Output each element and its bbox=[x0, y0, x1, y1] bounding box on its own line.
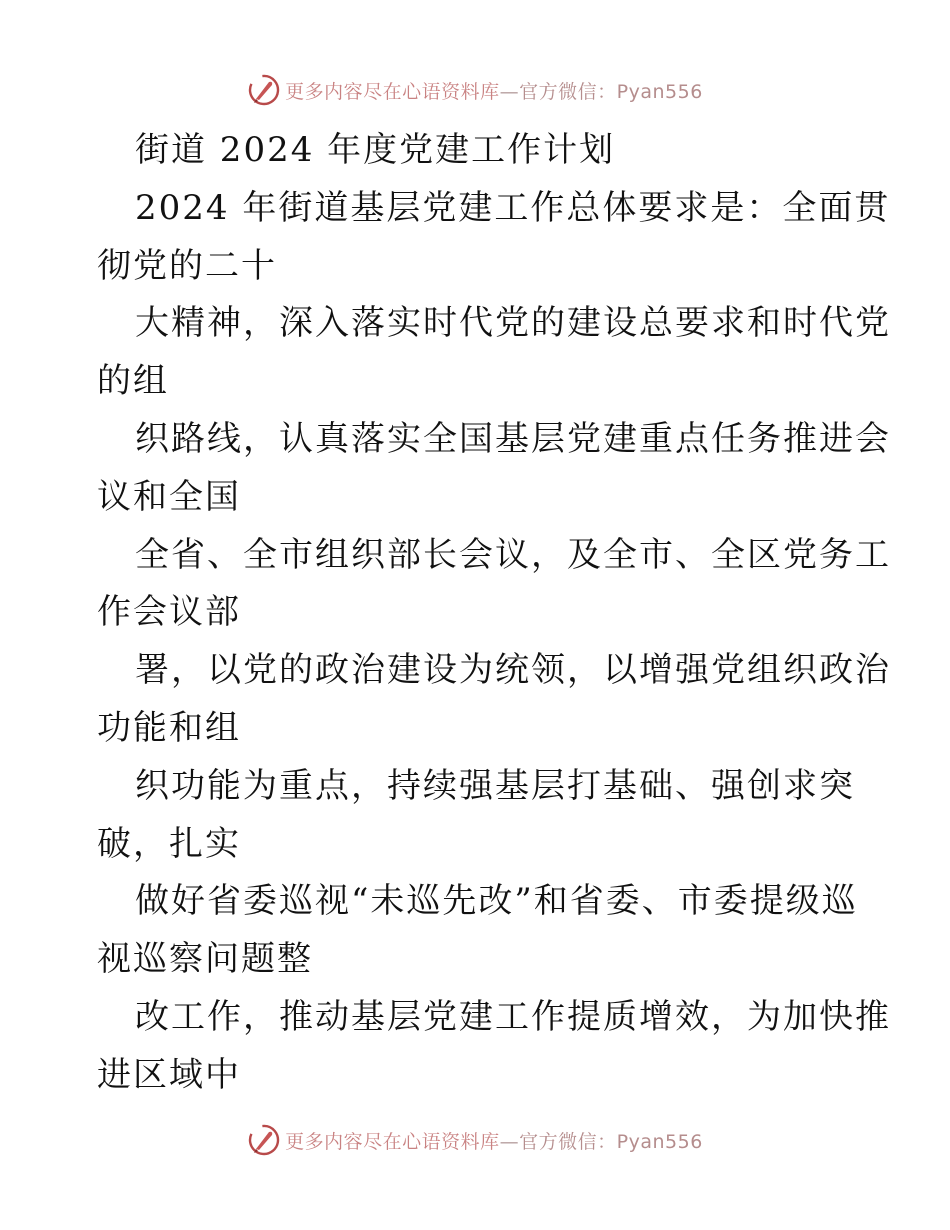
document-line: 破，扎实 bbox=[97, 823, 241, 864]
footer-banner-side-text: 官方微信：Pyan556 bbox=[519, 1130, 703, 1153]
document-line: 织功能为重点，持续强基层打基础、强创求突 bbox=[135, 765, 855, 806]
document-line: 织路线，认真落实全国基层党建重点任务推进会 bbox=[135, 418, 891, 459]
document-title: 街道 2024 年度党建工作计划 bbox=[135, 130, 616, 170]
document-line: 全省、全市组织部长会议，及全市、全区党务工 bbox=[135, 534, 891, 575]
document-line: 做好省委巡视“未巡先改”和省委、市委提级巡 bbox=[135, 881, 858, 922]
document-line: 改工作，推动基层党建工作提质增效，为加快推 bbox=[135, 996, 891, 1037]
document-line: 大精神，深入落实时代党的建设总要求和时代党 bbox=[135, 303, 891, 344]
header-banner-main-text: 更多内容尽在心语资料库 bbox=[285, 80, 500, 103]
quill-pen-logo-icon bbox=[247, 73, 281, 107]
footer-banner-main-text: 更多内容尽在心语资料库 bbox=[285, 1130, 500, 1153]
document-body bbox=[0, 122, 950, 1105]
document-line: 2024 年街道基层党建工作总体要求是：全面贯 bbox=[135, 187, 891, 228]
footer-banner-separator: — bbox=[499, 1130, 520, 1153]
document-line: 进区域中 bbox=[97, 1054, 241, 1095]
quill-pen-logo-icon bbox=[247, 1123, 281, 1157]
document-line: 视巡察问题整 bbox=[97, 939, 313, 980]
footer-watermark-banner bbox=[0, 1120, 950, 1160]
header-watermark-banner bbox=[0, 70, 950, 110]
document-line: 作会议部 bbox=[97, 592, 241, 633]
document-line: 的组 bbox=[97, 361, 169, 402]
document-line: 议和全国 bbox=[97, 476, 241, 517]
document-line: 功能和组 bbox=[97, 707, 241, 748]
document-line: 署，以党的政治建设为统领，以增强党组织政治 bbox=[135, 650, 891, 691]
header-banner-separator: — bbox=[499, 80, 520, 103]
document-line: 彻党的二十 bbox=[97, 245, 277, 286]
header-banner-side-text: 官方微信：Pyan556 bbox=[519, 80, 703, 103]
